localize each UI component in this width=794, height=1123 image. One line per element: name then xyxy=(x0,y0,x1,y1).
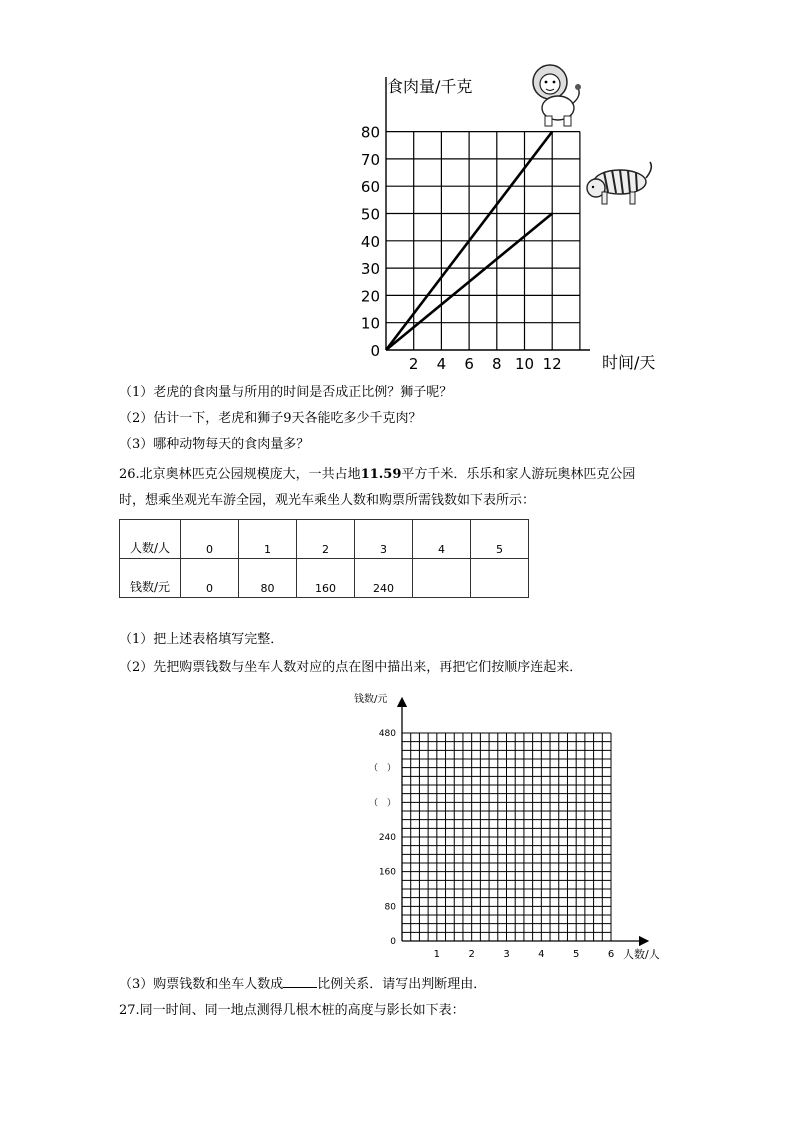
table-cell: 80 xyxy=(239,559,297,598)
q25-sub1: （1）老虎的食肉量与所用的时间是否成正比例？狮子呢？ xyxy=(119,385,453,400)
x-tick-label: 4 xyxy=(538,949,545,960)
q26-area-value: 11.59 xyxy=(360,467,402,482)
x-tick-label: 12 xyxy=(542,355,562,373)
x-tick-label: 8 xyxy=(492,355,502,373)
y-tick-label: 10 xyxy=(360,314,380,333)
food-chart xyxy=(340,55,690,380)
ticket-chart-ylabel: 钱数/元 xyxy=(354,694,388,705)
table-cell: 5 xyxy=(471,520,529,559)
table-cell: 160 xyxy=(297,559,355,598)
lion-illustration xyxy=(533,65,581,126)
table-cell-blank[interactable] xyxy=(413,559,471,598)
y-tick-label: 0 xyxy=(390,937,396,947)
y-tick-label: 480 xyxy=(378,729,396,739)
x-tick-label: 2 xyxy=(408,355,419,373)
table-cell-blank[interactable] xyxy=(471,559,529,598)
y-tick-label: 30 xyxy=(360,260,380,279)
ticket-chart-grid xyxy=(402,702,644,941)
table-cell: 3 xyxy=(355,520,413,559)
y-tick-label: （ ） xyxy=(368,798,396,809)
q26-sub3 xyxy=(119,975,486,993)
table-cell: 4 xyxy=(413,520,471,559)
q26-sub3-suffix: 比例关系．请写出判断理由． xyxy=(317,977,487,992)
table-cell: 1 xyxy=(239,520,297,559)
tiger-illustration xyxy=(587,162,651,204)
ticket-chart-xlabel: 人数/人 xyxy=(623,948,660,961)
table-header-people: 人数/人 xyxy=(120,520,181,559)
q27-stem: 27.同一时间、同一地点测得几根木桩的高度与影长如下表： xyxy=(119,1003,465,1018)
x-tick-label: 1 xyxy=(433,949,441,960)
x-tick-label: 10 xyxy=(514,355,535,373)
q26-data-table xyxy=(119,519,529,598)
y-tick-label: 70 xyxy=(360,150,380,169)
table-row-people xyxy=(120,520,529,559)
x-tick-label: 4 xyxy=(436,355,447,373)
table-cell: 0 xyxy=(181,520,239,559)
y-tick-label: （ ） xyxy=(368,763,396,774)
y-tick-label: 80 xyxy=(360,123,380,142)
q26-stem-suffix: 平方千米．乐乐和家人游玩奥林匹克公园 xyxy=(401,467,636,482)
ticket-chart xyxy=(340,688,680,968)
y-tick-label: 20 xyxy=(360,287,380,306)
q26-sub3-prefix: （3）购票钱数和坐车人数成 xyxy=(119,977,284,992)
y-tick-label: 240 xyxy=(378,833,396,843)
table-row-money xyxy=(120,559,529,598)
table-cell: 0 xyxy=(181,559,239,598)
x-tick-label: 3 xyxy=(503,949,510,960)
y-tick-label: 60 xyxy=(360,178,380,197)
q26-stem-line2: 时，想乘坐观光车游全园，观光车乘坐人数和购票所需钱数如下表所示： xyxy=(119,493,536,508)
q25-sub2: （2）估计一下，老虎和狮子9天各能吃多少千克肉？ xyxy=(119,411,422,426)
table-header-money: 钱数/元 xyxy=(120,559,181,598)
table-cell: 240 xyxy=(355,559,413,598)
x-tick-label: 6 xyxy=(607,949,615,960)
y-tick-label: 50 xyxy=(360,205,380,224)
food-chart-xlabel: 时间/天 xyxy=(602,353,656,372)
q26-sub1: （1）把上述表格填写完整． xyxy=(119,632,284,647)
y-tick-label: 80 xyxy=(384,902,396,913)
y-tick-label: 160 xyxy=(378,867,396,878)
y-tick-label: 0 xyxy=(370,342,380,360)
x-tick-label: 5 xyxy=(572,949,580,960)
q26-sub2: （2）先把购票钱数与坐车人数对应的点在图中描出来，再把它们按顺序连起来． xyxy=(119,660,583,675)
x-tick-label: 6 xyxy=(464,355,474,373)
x-tick-label: 2 xyxy=(468,949,475,960)
answer-blank[interactable] xyxy=(283,975,317,988)
q25-sub3: （3）哪种动物每天的食肉量多？ xyxy=(119,437,310,452)
food-chart-ylabel: 食肉量/千克 xyxy=(387,77,473,96)
q26-stem-line1 xyxy=(119,467,635,483)
q26-stem-prefix: 26.北京奥林匹克公园规模庞大，一共占地 xyxy=(119,467,361,482)
y-tick-label: 40 xyxy=(360,232,380,251)
table-cell: 2 xyxy=(297,520,355,559)
